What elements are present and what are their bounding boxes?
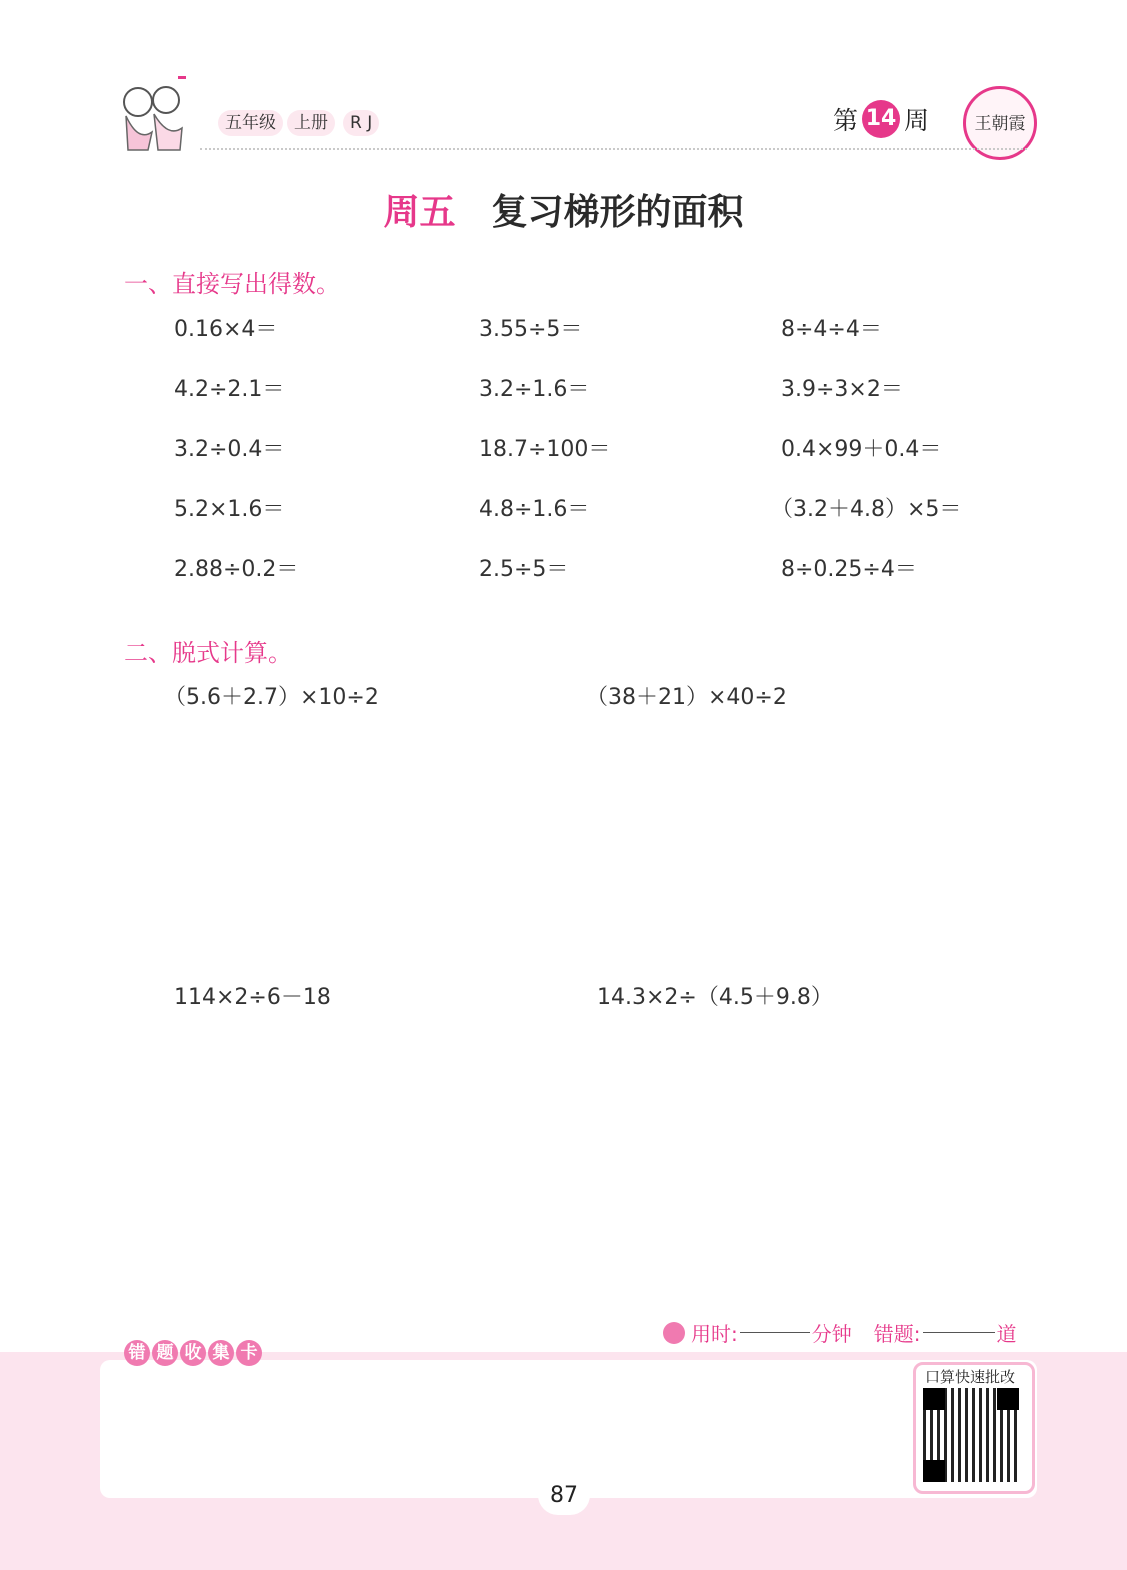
oral-problem: 18.7÷100＝ <box>479 437 611 462</box>
page-number: 87 <box>538 1475 590 1515</box>
week-prefix: 第 <box>833 106 859 135</box>
card-title-char: 题 <box>152 1340 178 1366</box>
qr-code-icon[interactable] <box>923 1388 1019 1482</box>
oral-problem: 3.9÷3×2＝ <box>781 377 903 402</box>
time-and-errors <box>663 1318 1017 1347</box>
time-blank[interactable] <box>740 1332 810 1333</box>
oral-problem: 4.2÷2.1＝ <box>174 377 285 402</box>
grade-tag: 五年级 <box>218 110 283 136</box>
error-label: 错题: <box>873 1322 921 1346</box>
volume-tag: 上册 <box>287 110 335 136</box>
stepwise-problem: 114×2÷6－18 <box>174 985 331 1010</box>
oral-problem: （3.2＋4.8）×5＝ <box>771 497 962 522</box>
title-day: 周五 <box>383 192 456 233</box>
time-label: 用时: <box>691 1322 738 1346</box>
week-suffix: 周 <box>904 106 930 135</box>
page-title <box>0 184 1127 235</box>
edition-tag: R J <box>343 110 379 136</box>
card-title-char: 集 <box>208 1340 234 1366</box>
title-topic: 复习梯形的面积 <box>491 192 744 233</box>
oral-problem: 8÷4÷4＝ <box>781 317 882 342</box>
card-title <box>124 1340 264 1366</box>
error-blank[interactable] <box>923 1332 995 1333</box>
qr-label: 口算快速批改 <box>925 1368 1016 1386</box>
oral-problem: 2.5÷5＝ <box>479 557 569 582</box>
logo-text: 王朝霞 <box>974 114 1026 134</box>
kids-illustration <box>108 72 202 152</box>
oral-problem: 2.88÷0.2＝ <box>174 557 299 582</box>
card-title-char: 卡 <box>236 1340 262 1366</box>
header-divider <box>200 148 1027 150</box>
stepwise-problem: 14.3×2÷（4.5＋9.8） <box>597 985 833 1010</box>
clock-icon <box>663 1322 685 1344</box>
oral-problem: 3.2÷1.6＝ <box>479 377 590 402</box>
oral-problem: 8÷0.25÷4＝ <box>781 557 917 582</box>
oral-problem: 3.55÷5＝ <box>479 317 583 342</box>
section2-heading: 二、脱式计算。 <box>124 639 292 667</box>
week-number: 14 <box>862 100 900 138</box>
oral-problem: 5.2×1.6＝ <box>174 497 285 522</box>
oral-problem: 4.8÷1.6＝ <box>479 497 590 522</box>
error-unit: 道 <box>996 1322 1017 1346</box>
card-title-char: 错 <box>124 1340 150 1366</box>
oral-problem: 0.4×99＋0.4＝ <box>781 437 942 462</box>
week-indicator <box>833 100 929 138</box>
section1-heading: 一、直接写出得数。 <box>124 270 340 298</box>
oral-problem: 3.2÷0.4＝ <box>174 437 285 462</box>
card-title-char: 收 <box>180 1340 206 1366</box>
stepwise-problem: （38＋21）×40÷2 <box>586 685 787 710</box>
stepwise-problem: （5.6＋2.7）×10÷2 <box>164 685 379 710</box>
oral-problem: 0.16×4＝ <box>174 317 278 342</box>
time-unit: 分钟 <box>811 1322 852 1346</box>
